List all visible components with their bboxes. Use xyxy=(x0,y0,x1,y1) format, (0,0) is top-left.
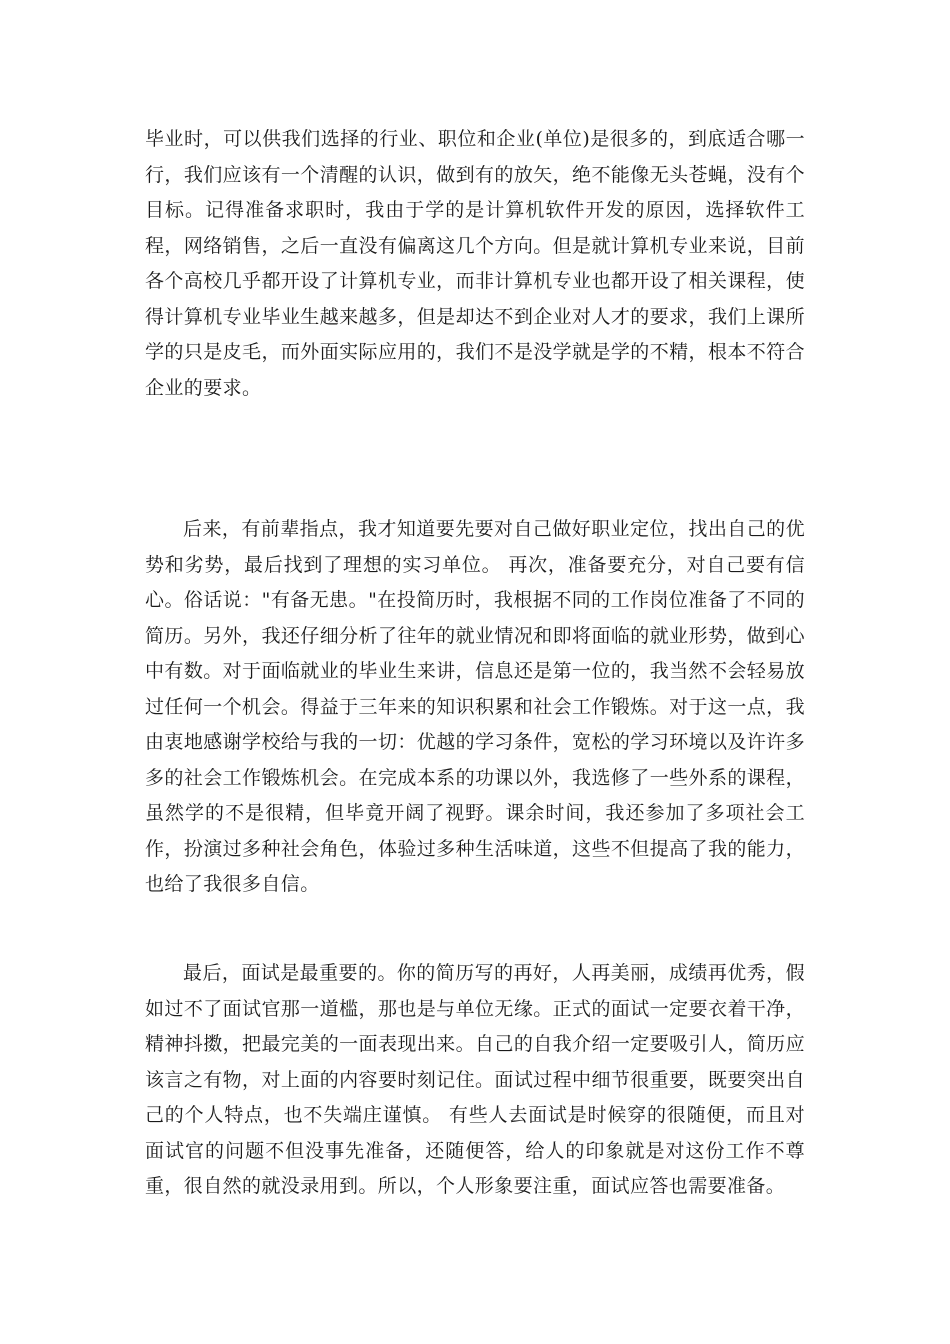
paragraph-career-choice: 毕业时，可以供我们选择的行业、职位和企业(单位)是很多的，到底适合哪一行，我们应该有一个清醒的认识，做到有的放矢，绝不能像无头苍蝇，没有个目标。记得准备求职时，我由于学的是计算机软件开发的原因，选择软件工程，网络销售，之后一直没有偏离这几个方向。但是就计算机专业来说，目前各个高校几乎都开设了计算机专业，而非计算机专业也都开设了相关课程，使得计算机专业毕业生越来越多，但是却达不到企业对人才的要求，我们上课所学的只是皮毛，而外面实际应用的，我们不是没学就是学的不精，根本不符合企业的要求。 xyxy=(145,128,805,399)
paragraph-job-preparation: 后来，有前辈指点，我才知道要先要对自己做好职业定位，找出自己的优势和劣势，最后找到了理想的实习单位。 再次，准备要充分，对自己要有信心。俗话说："有备无患。"在投简历时，我根据不同的工作岗位准备了不同的简历。另外，我还仔细分析了往年的就业情况和即将面临的就业形势，做到心中有数。对于面临就业的毕业生来讲，信息还是第一位的，我当然不会轻易放过任何一个机会。得益于三年来的知识积累和社会工作锻炼。对于这一点，我由衷地感谢学校给与我的一切：优越的学习条件，宽松的学习环境以及许许多多的社会工作锻炼机会。在完成本系的功课以外，我选修了一些外系的课程，虽然学的不是很精，但毕竟开阔了视野。课余时间，我还参加了多项社会工作，扮演过多种社会角色，体验过多种生活味道，这些不但提高了我的能力，也给了我很多自信。 xyxy=(145,518,805,895)
paragraph-interview: 最后，面试是最重要的。你的简历写的再好，人再美丽，成绩再优秀，假如过不了面试官那一道槛，那也是与单位无缘。正式的面试一定要衣着干净，精神抖擞，把最完美的一面表现出来。自己的自我介绍一定要吸引人，简历应该言之有物，对上面的内容要时刻记住。面试过程中细节很重要，既要突出自己的个人特点，也不失端庄谨慎。 有些人去面试是时候穿的很随便，而且对面试官的问题不但没事先准备，还随便答，给人的印象就是对这份工作不尊重，很自然的就没录用到。所以，个人形象要注重，面试应答也需要准备。 xyxy=(145,962,805,1197)
